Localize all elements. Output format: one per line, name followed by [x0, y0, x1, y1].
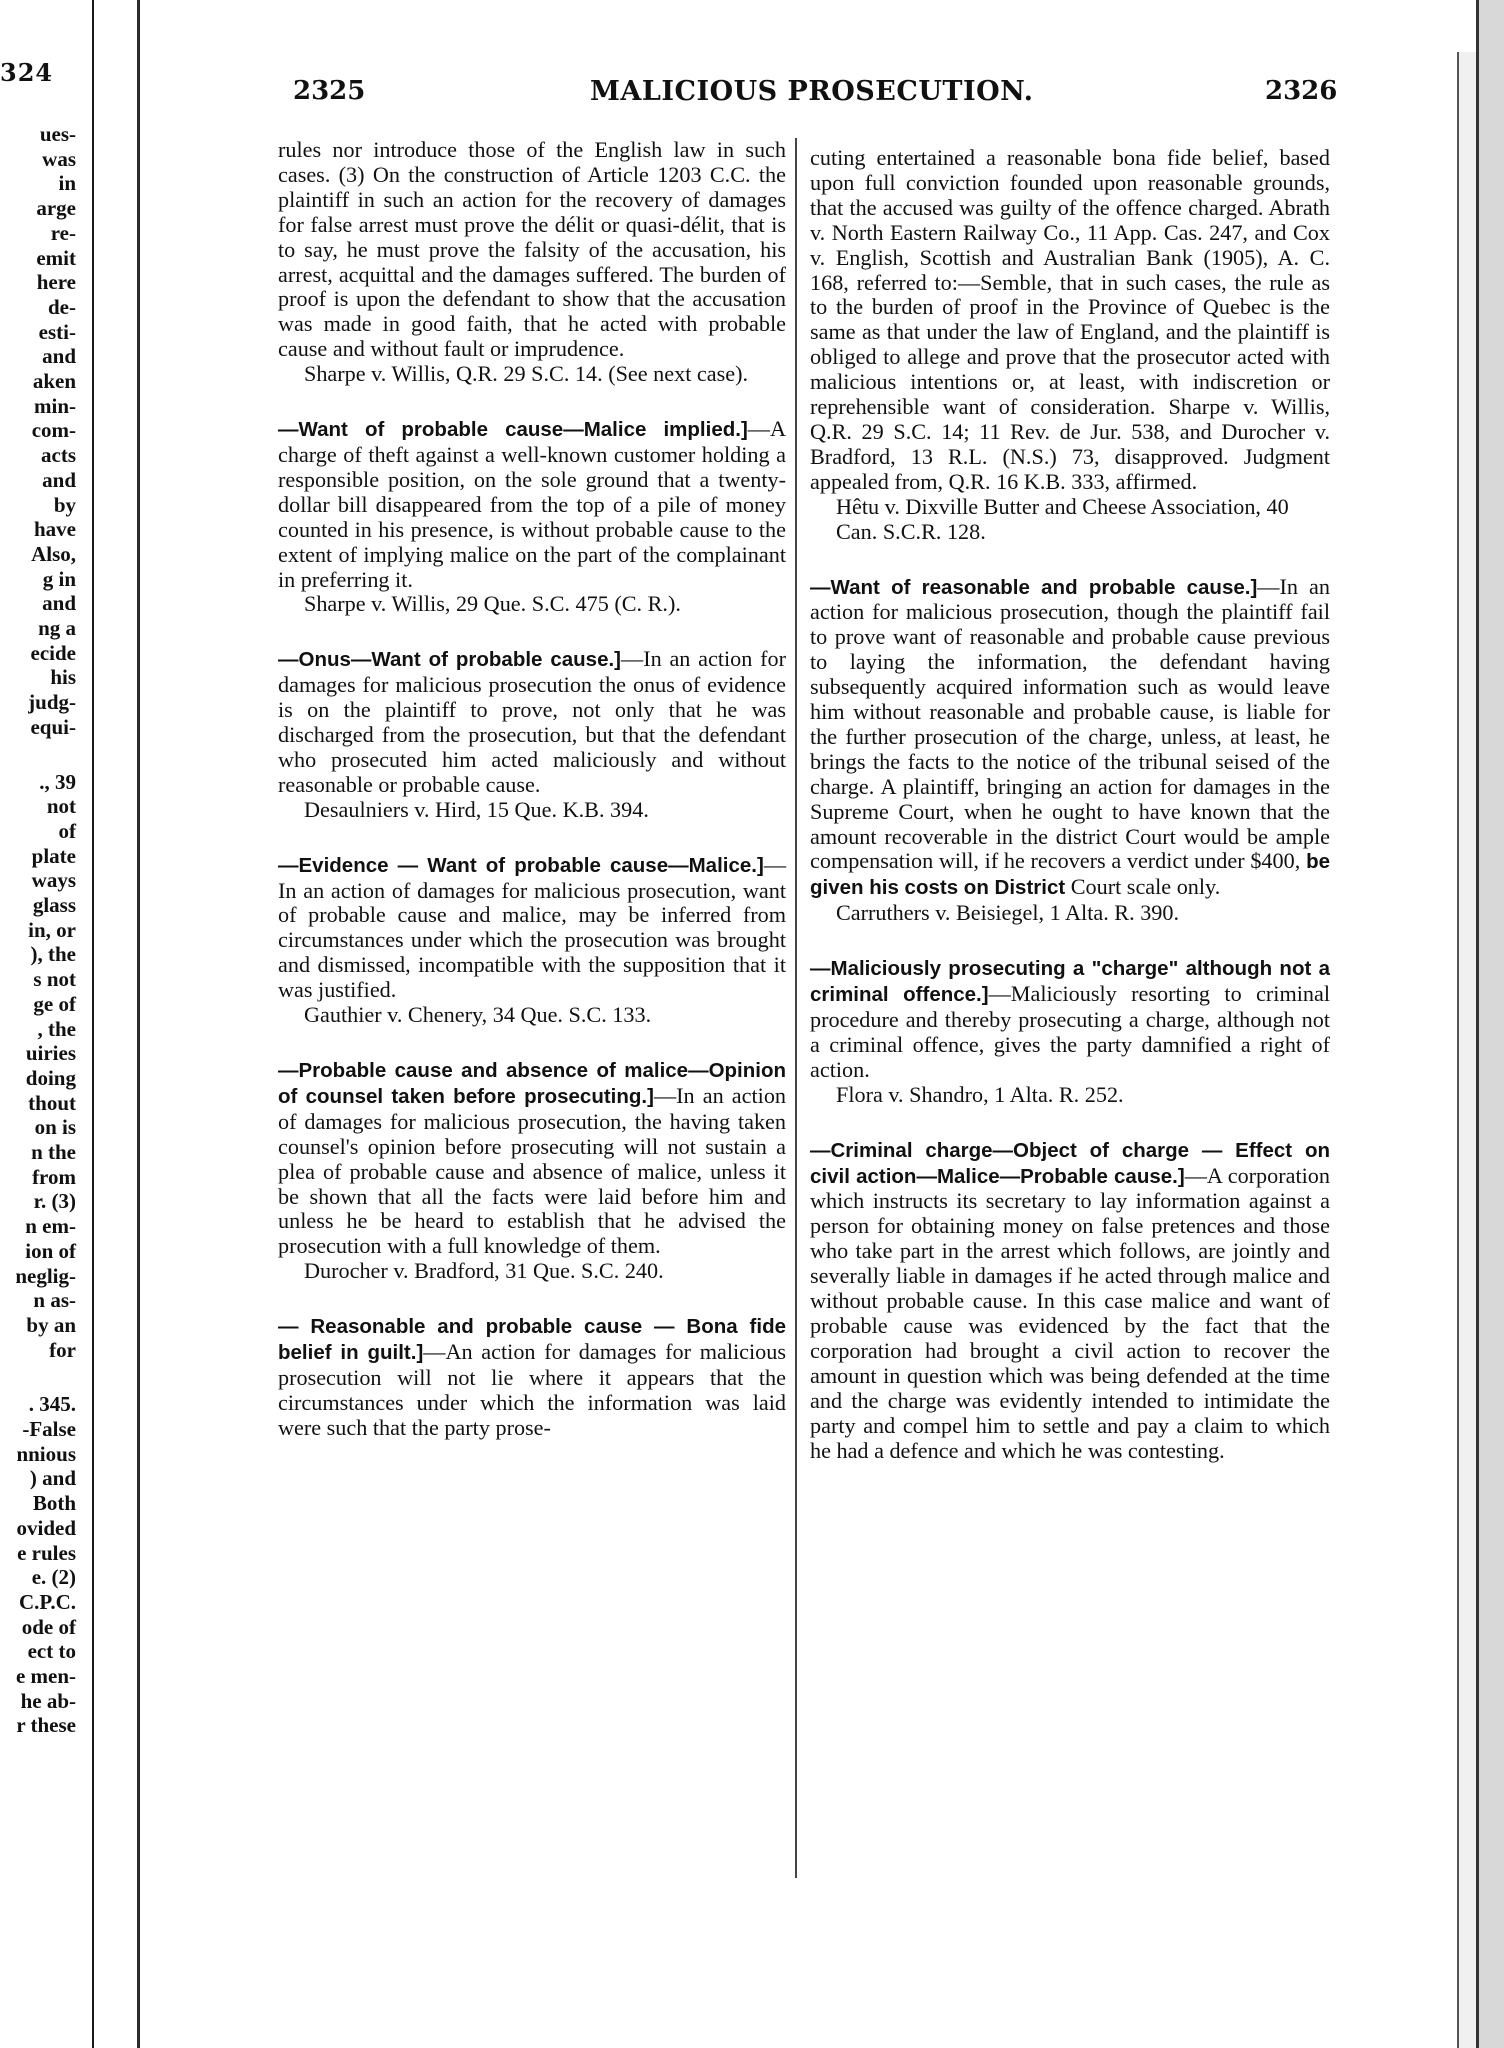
previous-page-fragment: ) and	[29, 1466, 76, 1491]
previous-page-fragment: e. (2)	[31, 1565, 76, 1590]
entry-text: —In an action for damages for malicious prosecution the onus of evidence is on the plaintiff to prove, not only that he was discharged from the prosecution, but that the defendant who prosecuted him acted maliciously and without reasonable or probable cause.	[278, 646, 786, 797]
previous-page-fragment: ues-	[39, 122, 76, 146]
previous-page-fragment: ., 39	[39, 769, 76, 794]
previous-page-edge	[0, 0, 82, 1900]
paragraph: cuting entertained a reasonable bona fide belief, based upon full conviction founded upon reasonable grounds, that the accused was guilty of the offence charged. Abrath v. North Eastern Railway Co., 11 App. Cas. 247, and Cox v. English, Scottish and Australian Bank (1905), A. C. 168, referred to:—Semble, that in such cases, the rule as to the burden of proof in the Province of Quebec is the same as that under the law of England, and the plaintiff is obliged to allege and prove that the prosecutor acted with malicious intentions or, at least, with indiscretion or reprehensible want of consideration. Sharpe v. Willis, Q.R. 29 S.C. 14; 11 Rev. de Jur. 538, and Durocher v. Bradford, 13 R.L. (N.S.) 73, disapproved. Judgment appealed from, Q.R. 16 K.B. 333, affirmed.	[810, 145, 1330, 494]
previous-page-fragment: doing	[25, 1065, 76, 1090]
entry	[278, 647, 786, 797]
running-title: MALICIOUS PROSECUTION.	[590, 76, 1034, 107]
previous-page-fragment: n the	[31, 1140, 76, 1164]
entry-text: —A charge of theft against a well-known customer holding a responsible position, on the sole ground that a twenty-dollar bill disappeared from the top of a pile of money counted in his presence, is without probable cause to the extent of implying malice on the part of the complainant in preferring it.	[278, 416, 786, 592]
previous-page-fragment: . 345.	[28, 1392, 76, 1417]
previous-page-fragment: n as-	[33, 1288, 76, 1313]
entry-text: —In an action for malicious prosecution, though the plaintiff fail to prove want of reasonable and probable cause previous to laying the information, the defendant having subsequently acquired information such as would leave him without reasonable and probable cause, is liable for the further prosecution of the charge, unless, at least, he brings the facts to the notice of the tribunal seised of the charge. A plaintiff, bringing an action for damages in the Supreme Court, when he ought to have known that the amount recoverable in the district Court would be ample compensation will, if he recovers a verdict under $400,	[810, 573, 1330, 874]
previous-page-fragment: emit	[36, 245, 76, 270]
previous-page-fragment: in	[58, 171, 76, 196]
previous-page-fragment: min-	[34, 393, 76, 418]
previous-page-fragment: ng a	[38, 616, 76, 640]
citation: Durocher v. Bradford, 31 Que. S.C. 240.	[304, 1258, 664, 1284]
previous-page-fragment: , the	[37, 1016, 76, 1041]
page-edge-line	[137, 0, 140, 2048]
entry	[278, 417, 786, 592]
entry-heading: —Criminal charge—Object of charge — Effect on civil action—Malice—Probable cause.]	[810, 1138, 1330, 1188]
gutter-line	[92, 0, 94, 2048]
previous-page-fragment: and	[42, 467, 76, 492]
column-divider	[795, 138, 797, 1878]
previous-page-fragment: ecide	[30, 640, 76, 665]
previous-page-number: 324	[0, 58, 54, 87]
previous-page-fragment: have	[34, 517, 76, 542]
entry	[810, 956, 1330, 1083]
left-column	[278, 138, 786, 1441]
previous-page-fragment: arge	[36, 196, 76, 221]
previous-page-fragment: of	[58, 818, 76, 843]
previous-page-fragment: ), the	[30, 942, 76, 967]
previous-page-fragment: equi-	[30, 714, 76, 739]
entry	[810, 575, 1330, 902]
entry-text: —An action for damages for malicious prosecution will not lie where it appears that the circumstances under which the information was laid were such that the party prose-	[278, 1339, 787, 1440]
citation: Sharpe v. Willis, 29 Que. S.C. 475 (C. R.).	[304, 591, 681, 617]
previous-page-fragment: s not	[33, 967, 76, 992]
previous-page-fragment: uiries	[25, 1041, 76, 1066]
left-page-number: 2325	[293, 76, 366, 106]
citation: Desaulniers v. Hird, 15 Que. K.B. 394.	[304, 796, 649, 822]
previous-page-fragment: re-	[50, 220, 76, 245]
entry-heading: —Want of reasonable and probable cause.]	[810, 575, 1258, 599]
citation: Hêtu v. Dixville Butter and Cheese Association, 40 Can. S.C.R. 128.	[836, 493, 1289, 544]
entry	[278, 853, 786, 1003]
right-column	[810, 146, 1330, 1463]
previous-page-fragment: esti-	[38, 319, 76, 344]
previous-page-fragment: by	[53, 492, 76, 517]
entry-heading: —Onus—Want of probable cause.]	[278, 648, 622, 672]
previous-page-fragment: and	[42, 344, 76, 369]
previous-page-fragment: ion of	[25, 1238, 76, 1263]
entry	[278, 1314, 786, 1441]
citation: Gauthier v. Chenery, 34 Que. S.C. 133.	[304, 1002, 652, 1028]
previous-page-fragment: thout	[28, 1090, 76, 1115]
previous-page-fragment: ge of	[33, 991, 76, 1016]
book-spine	[1476, 0, 1504, 2048]
previous-page-fragment: aken	[32, 369, 76, 393]
entry-text: —In an action of damages for malicious prosecution, the having taken counsel's opinion before prosecuting will not sustain a plea of probable cause and absence of malice, unless it be shown that all the facts were laid before him and unless he be heard to establish that he advised the prosecution with a full knowledge of them.	[278, 1082, 787, 1259]
entry-heading: —Evidence — Want of probable cause—Malice.]	[278, 853, 764, 877]
previous-page-fragment: ovided	[16, 1515, 76, 1540]
previous-page-fragment: from	[32, 1164, 76, 1189]
previous-page-fragment: by an	[26, 1312, 76, 1337]
entry	[278, 1058, 786, 1259]
previous-page-fragment: his	[50, 665, 76, 690]
previous-page-fragment: Also,	[31, 541, 76, 566]
previous-page-fragment: was	[42, 146, 76, 171]
entry-emphasis: be given his costs on District	[810, 850, 1330, 900]
previous-page-fragment: C.P.C.	[19, 1589, 76, 1614]
previous-page-fragment: ways	[31, 868, 76, 893]
previous-page-fragment: on is	[34, 1115, 76, 1140]
previous-page-fragment: plate	[31, 843, 76, 868]
previous-page-fragment: r these	[16, 1713, 76, 1738]
previous-page-fragment: and	[42, 591, 76, 616]
previous-page-fragment: not	[46, 794, 76, 819]
previous-page-fragment: de-	[48, 294, 76, 319]
previous-page-fragment: r. (3)	[33, 1189, 76, 1214]
previous-page-fragment: -False	[22, 1417, 76, 1441]
previous-page-fragment: he ab-	[20, 1688, 76, 1713]
right-page-number: 2326	[1265, 76, 1338, 106]
entry-text: —A corporation which instructs its secretary to lay information against a person for obtaining money on false pretences and those who take part in the arrest which follows, are jointly and severally liable in damages if he acted through malice and without probable cause. In this case malice and want of probable cause was evidenced by the fact that the corporation had brought a civil action to recover the amount in question which was being defended at the time and the charge was evidently intended to intimidate the party and compel him to settle and pay a claim to which he had a defence and which he was contesting.	[810, 1162, 1330, 1463]
previous-page-fragment: nnious	[16, 1441, 76, 1466]
previous-page-fragment: e men-	[15, 1664, 76, 1688]
entry-heading: —Want of probable cause—Malice implied.]	[278, 418, 748, 442]
entry-text-end: Court scale only.	[1065, 874, 1221, 900]
entry-heading: —Maliciously prosecuting a "charge" although not a criminal offence.]	[810, 957, 1330, 1007]
previous-page-fragment: acts	[41, 443, 76, 468]
previous-page-fragment: neglig-	[15, 1263, 76, 1288]
entry-heading: —Probable cause and absence of malice—Opinion of counsel taken before prosecuting.]	[278, 1059, 786, 1108]
book-edge-inner	[1457, 52, 1478, 2048]
previous-page-fragment: for	[49, 1337, 76, 1362]
previous-page-fragment: n em-	[25, 1214, 76, 1239]
previous-page-fragment: here	[36, 270, 76, 295]
previous-page-fragment: in, or	[28, 917, 76, 942]
entry-heading: — Reasonable and probable cause — Bona fide belief in guilt.]	[278, 1315, 786, 1365]
citation: Carruthers v. Beisiegel, 1 Alta. R. 390.	[836, 900, 1180, 926]
previous-page-fragment: com-	[31, 418, 76, 443]
entry-text: —Maliciously resorting to criminal procedure and thereby prosecuting a charge, although not a criminal offence, gives the party damnified a right of action.	[810, 981, 1330, 1082]
citation: Sharpe v. Willis, Q.R. 29 S.C. 14. (See next case).	[304, 361, 749, 387]
previous-page-fragment: judg-	[28, 690, 76, 715]
previous-page-fragment: g in	[42, 566, 76, 591]
previous-page-fragment: ect to	[27, 1639, 76, 1664]
entry-text: —In an action of damages for malicious prosecution, want of probable cause and malice, may be inferred from circumstances under which the prosecution was brought and dismissed, incompatible with the supposition that it was justified.	[278, 851, 786, 1003]
paragraph: rules nor introduce those of the English law in such cases. (3) On the construction of Article 1203 C.C. the plaintiff in such an action for the recovery of damages for false arrest must prove the délit or quasi-délit, that is to say, he must prove the falsity of the accusation, his arrest, acquittal and the damages suffered. The burden of proof is upon the defendant to show that the accusation was made in good faith, that he acted with probable cause and without fault or imprudence.	[278, 137, 786, 362]
previous-page-fragment: ode of	[21, 1614, 76, 1639]
previous-page-fragment: glass	[32, 893, 76, 917]
citation: Flora v. Shandro, 1 Alta. R. 252.	[836, 1081, 1124, 1107]
previous-page-fragment: Both	[32, 1491, 76, 1516]
entry	[810, 1138, 1330, 1464]
previous-page-fragment: e rules	[17, 1540, 76, 1565]
